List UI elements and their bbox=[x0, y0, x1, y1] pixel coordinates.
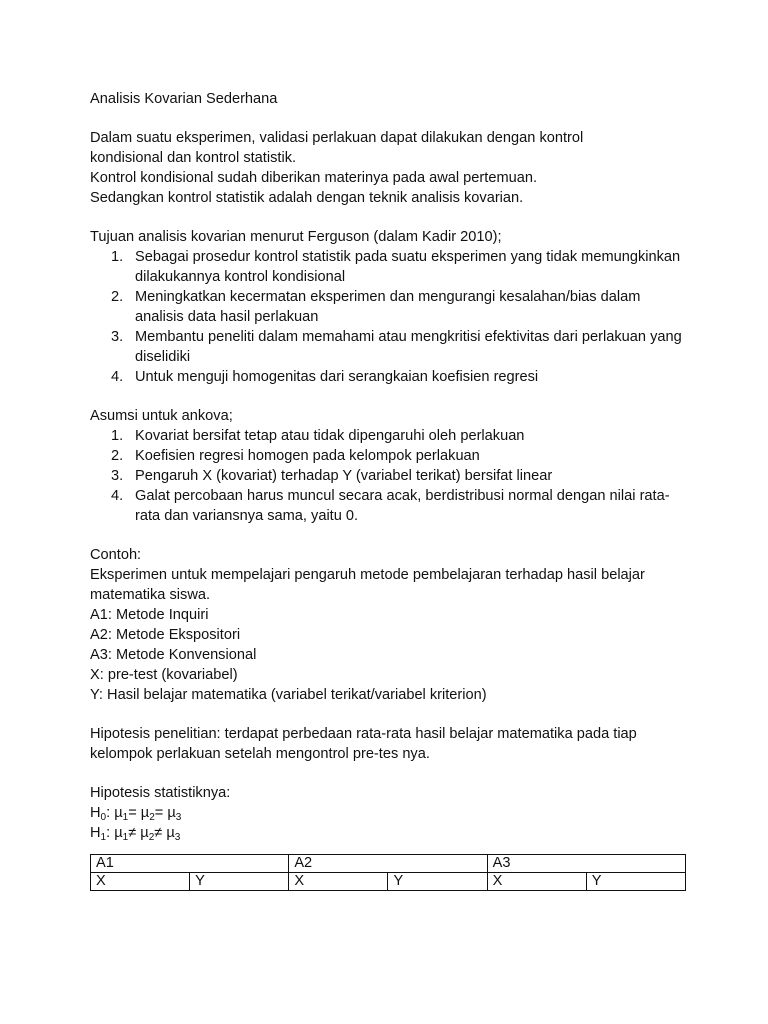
contoh-x: X: pre-test (kovariabel) bbox=[90, 667, 238, 683]
h0-formula: $H_0$: µ$_1$= µ$_2$= µ$_3$ bbox=[90, 805, 182, 823]
contoh-a3: A3: Metode Konvensional bbox=[90, 647, 257, 663]
list-item: 3. Membantu peneliti dalam memahami atau mengkritisi efektivitas dari perlakuan yang diselidiki bbox=[111, 329, 682, 365]
list-item: 2. Koefisien regresi homogen pada kelompok perlakuan bbox=[111, 448, 480, 464]
hipotesis-statistik-heading: Hipotesis statistiknya: bbox=[90, 785, 231, 801]
table-group-header-row bbox=[91, 855, 686, 873]
table-subheader: Y bbox=[586, 873, 685, 891]
hipotesis-penelitian-line-1: Hipotesis penelitian: terdapat perbedaan rata-rata hasil belajar matematika pada tiap bbox=[90, 726, 637, 742]
intro-line-3: Kontrol kondisional sudah diberikan materinya pada awal pertemuan. bbox=[90, 170, 538, 186]
list-item: 1. Sebagai prosedur kontrol statistik pada suatu eksperimen yang tidak memungkinkan dilakukannya kontrol kondisional bbox=[111, 249, 681, 285]
asumsi-heading: Asumsi untuk ankova; bbox=[90, 408, 233, 424]
table-group-header: A3 bbox=[487, 855, 685, 873]
contoh-line-1: Eksperimen untuk mempelajari pengaruh metode pembelajaran terhadap hasil belajar bbox=[90, 567, 645, 583]
table-subheader: X bbox=[289, 873, 388, 891]
contoh-heading: Contoh: bbox=[90, 547, 142, 563]
hipotesis-penelitian-line-2: kelompok perlakuan setelah mengontrol pre-tes nya. bbox=[90, 746, 430, 762]
intro-line-1: Dalam suatu eksperimen, validasi perlakuan dapat dilakukan dengan kontrol bbox=[90, 130, 584, 146]
intro-line-2: kondisional dan kontrol statistik. bbox=[90, 150, 297, 166]
list-item: 1. Kovariat bersifat tetap atau tidak dipengaruhi oleh perlakuan bbox=[111, 428, 525, 444]
contoh-y: Y: Hasil belajar matematika (variabel terikat/variabel kriterion) bbox=[90, 687, 487, 703]
asumsi-list bbox=[90, 426, 690, 526]
list-item: 3. Pengaruh X (kovariat) terhadap Y (variabel terikat) bersifat linear bbox=[111, 468, 553, 484]
list-item: 4. Galat percobaan harus muncul secara acak, berdistribusi normal dengan nilai rata-rata dan variansnya sama, yaitu 0. bbox=[111, 488, 670, 524]
contoh-a1: A1: Metode Inquiri bbox=[90, 607, 209, 623]
intro-line-4: Sedangkan kontrol statistik adalah dengan teknik analisis kovarian. bbox=[90, 190, 524, 206]
table-subheader-row bbox=[91, 873, 686, 891]
document-title: Analisis Kovarian Sederhana bbox=[90, 91, 278, 107]
table-subheader: X bbox=[91, 873, 190, 891]
document-body bbox=[90, 89, 690, 891]
h1-formula: $H_1$: µ$_1$≠ µ$_2$≠ µ$_3$ bbox=[90, 825, 181, 843]
table-group-header: A1 bbox=[91, 855, 289, 873]
table-subheader: Y bbox=[190, 873, 289, 891]
table-group-header: A2 bbox=[289, 855, 487, 873]
table-subheader: X bbox=[487, 873, 586, 891]
table-subheader: Y bbox=[388, 873, 487, 891]
contoh-line-2: matematika siswa. bbox=[90, 587, 211, 603]
data-table bbox=[90, 854, 686, 891]
tujuan-list bbox=[90, 247, 690, 387]
list-item: 2. Meningkatkan kecermatan eksperimen dan mengurangi kesalahan/bias dalam analisis data hasil perlakuan bbox=[111, 289, 641, 325]
tujuan-heading: Tujuan analisis kovarian menurut Ferguson (dalam Kadir 2010); bbox=[90, 229, 502, 245]
list-item: 4. Untuk menguji homogenitas dari serangkaian koefisien regresi bbox=[111, 369, 539, 385]
contoh-a2: A2: Metode Ekspositori bbox=[90, 627, 241, 643]
